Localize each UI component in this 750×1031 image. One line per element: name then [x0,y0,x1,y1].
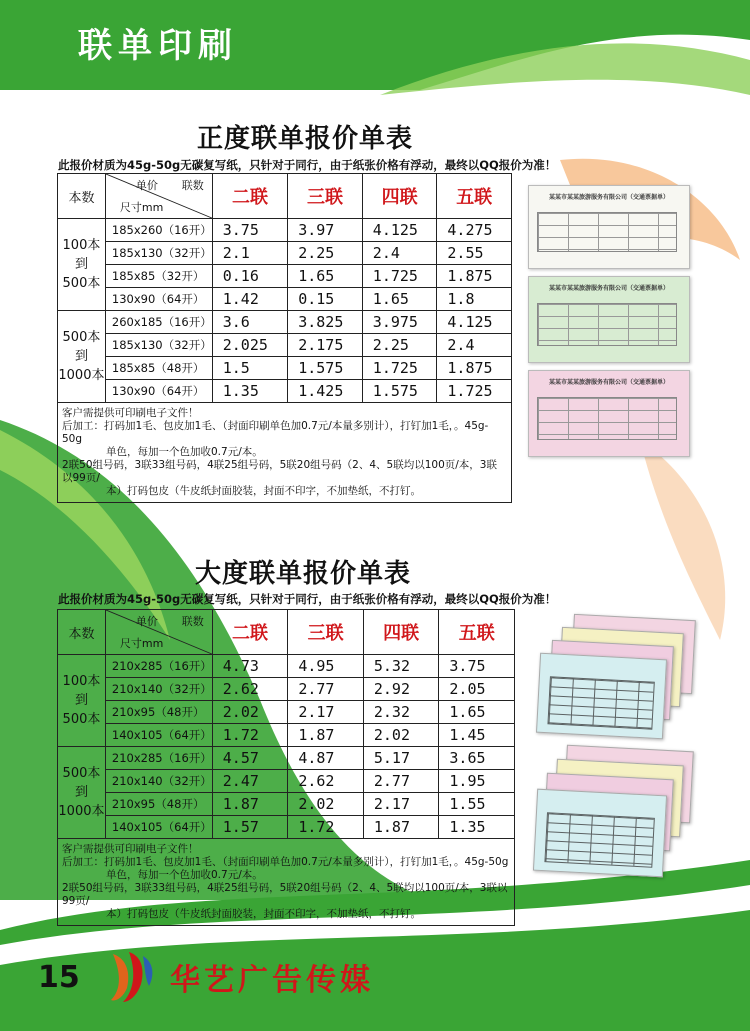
sample-pad-cyan [536,653,667,740]
size-cell: 130x90（64开） [105,380,212,403]
price-cell: 1.575 [288,357,363,380]
table1-note: 此报价材质为45g-50g无碳复写纸，只针对于同行，由于纸张价格有浮动，最终以QQ报价为准！ [58,158,557,172]
table-row [58,724,515,747]
size-cell: 140x105（64开） [105,816,212,839]
price-table-large [57,609,515,926]
header-copies: 联数 [181,615,204,628]
size-cell: 210x140（32开） [105,770,212,793]
page-number: 15 [38,960,80,995]
size-cell: 185x130（32开） [105,242,212,265]
price-cell: 2.17 [288,701,364,724]
price-cell: 4.73 [212,655,288,678]
table-row [58,678,515,701]
price-cell: 1.725 [362,357,437,380]
table-footer-notes: 客户需提供可印刷电子文件！ 后加工：打码加1毛、包皮加1毛、（封面印刷单色加0.7元/本量多别计），打钉加1毛，。45g-50g 单色，每加一个色加收0.7元/本。 2联50组号码，3联33组号码，4联25组号码，5联20组号码（2、4、5联均以100页/本，3联以99页/ 本）打码包皮（牛皮纸封面胶装，封面不印字，不加垫纸，不打钉。 [58,839,515,926]
header-unit-price: 单价 [135,615,158,628]
header-qty: 本数 [58,174,106,219]
sample-pad-cyan [533,789,667,878]
price-cell: 2.02 [363,724,439,747]
price-table-standard [57,173,512,503]
price-cell: 2.175 [288,334,363,357]
price-cell: 1.45 [439,724,515,747]
price-cell: 2.62 [288,770,364,793]
size-cell: 210x285（16开） [105,655,212,678]
price-cell: 2.25 [288,242,363,265]
price-cell: 1.725 [362,265,437,288]
table-row [58,288,512,311]
price-cell: 1.65 [362,288,437,311]
price-cell: 3.825 [288,311,363,334]
sample-form-green: 某某市某某旅游服务有限公司（交通票据单） [528,276,690,363]
header-unit-price: 单价 [135,179,158,192]
price-cell: 2.02 [288,793,364,816]
price-cell: 2.62 [212,678,288,701]
price-cell: 2.17 [363,793,439,816]
price-cell: 1.425 [288,380,363,403]
price-cell: 2.77 [288,678,364,701]
price-cell: 1.725 [437,380,512,403]
qty-range: 100本 到 500本 [58,219,106,311]
price-cell: 2.47 [212,770,288,793]
table-row [58,793,515,816]
price-cell: 2.4 [362,242,437,265]
header-size: 尺寸mm [119,201,164,214]
price-cell: 4.125 [437,311,512,334]
price-cell: 1.65 [439,701,515,724]
table-row [58,242,512,265]
price-cell: 1.65 [288,265,363,288]
price-cell: 5.32 [363,655,439,678]
price-cell: 3.75 [212,219,287,242]
header-diagonal [105,174,212,219]
price-cell: 1.95 [439,770,515,793]
price-cell: 1.42 [212,288,287,311]
price-cell: 2.02 [212,701,288,724]
price-cell: 1.575 [362,380,437,403]
header-size: 尺寸mm [119,637,164,650]
table1-title: 正度联单报价单表 [197,124,414,154]
size-cell: 210x95（48开） [105,701,212,724]
price-cell: 1.87 [288,724,364,747]
size-cell: 130x90（64开） [105,288,212,311]
price-cell: 0.16 [212,265,287,288]
price-cell: 2.05 [439,678,515,701]
price-cell: 2.4 [437,334,512,357]
brand-name: 华艺广告传媒 [170,963,374,998]
price-cell: 1.8 [437,288,512,311]
table2-note: 此报价材质为45g-50g无碳复写纸，只针对于同行，由于纸张价格有浮动，最终以QQ报价为准！ [58,592,557,606]
size-cell: 210x285（16开） [105,747,212,770]
qty-range: 500本 到 1000本 [58,747,106,839]
price-cell: 2.1 [212,242,287,265]
table-row [58,747,515,770]
price-cell: 1.5 [212,357,287,380]
header-col: 二联 [212,174,287,219]
table-row [58,380,512,403]
price-cell: 2.25 [362,334,437,357]
price-cell: 1.87 [363,816,439,839]
qty-range: 500本 到 1000本 [58,311,106,403]
qty-range: 100本 到 500本 [58,655,106,747]
table-row [58,311,512,334]
header-col: 二联 [212,610,288,655]
header-col: 五联 [437,174,512,219]
size-cell: 210x95（48开） [105,793,212,816]
price-cell: 5.17 [363,747,439,770]
table-row [58,219,512,242]
price-cell: 2.92 [363,678,439,701]
price-cell: 2.55 [437,242,512,265]
table-row [58,701,515,724]
header-col: 三联 [288,610,364,655]
price-cell: 2.025 [212,334,287,357]
size-cell: 185x85（32开） [105,265,212,288]
price-cell: 1.72 [212,724,288,747]
sample-form-pink: 某某市某某旅游服务有限公司（交通票据单） [528,370,690,457]
table-row [58,655,515,678]
brand-logo-icon [105,948,159,1004]
price-cell: 2.77 [363,770,439,793]
table2-title: 大度联单报价单表 [195,559,412,589]
size-cell: 185x85（48开） [105,357,212,380]
size-cell: 210x140（32开） [105,678,212,701]
size-cell: 260x185（16开） [105,311,212,334]
header-col: 四联 [363,610,439,655]
price-cell: 1.57 [212,816,288,839]
price-cell: 2.32 [363,701,439,724]
price-cell: 1.875 [437,265,512,288]
price-cell: 3.6 [212,311,287,334]
price-cell: 4.125 [362,219,437,242]
price-cell: 1.35 [439,816,515,839]
size-cell: 140x105（64开） [105,724,212,747]
header-col: 三联 [288,174,363,219]
sample-form-white: 某某市某某旅游服务有限公司（交通票据单） [528,185,690,269]
price-cell: 3.975 [362,311,437,334]
price-cell: 4.275 [437,219,512,242]
price-cell: 0.15 [288,288,363,311]
price-cell: 1.55 [439,793,515,816]
header-col: 四联 [362,174,437,219]
header-qty: 本数 [58,610,106,655]
table-row [58,265,512,288]
header-diagonal [105,610,212,655]
size-cell: 185x130（32开） [105,334,212,357]
table-footer-notes: 客户需提供可印刷电子文件！ 后加工：打码加1毛、包皮加1毛、（封面印刷单色加0.7元/本量多别计），打钉加1毛，。45g-50g 单色，每加一个色加收0.7元/本。 2联50组号码，3联33组号码，4联25组号码，5联20组号码（2、4、5联均以100页/本，3联以99页/ 本）打码包皮（牛皮纸封面胶装，封面不印字，不加垫纸，不打钉。 [58,403,512,503]
price-cell: 3.97 [288,219,363,242]
price-cell: 1.875 [437,357,512,380]
price-cell: 3.65 [439,747,515,770]
price-cell: 1.72 [288,816,364,839]
table-row [58,816,515,839]
price-cell: 1.87 [212,793,288,816]
price-cell: 3.75 [439,655,515,678]
price-cell: 4.87 [288,747,364,770]
page-title: 联单印刷 [78,26,238,66]
header-col: 五联 [439,610,515,655]
table-row [58,334,512,357]
price-cell: 4.95 [288,655,364,678]
price-cell: 4.57 [212,747,288,770]
size-cell: 185x260（16开） [105,219,212,242]
price-cell: 1.35 [212,380,287,403]
table-row [58,357,512,380]
header-copies: 联数 [181,179,204,192]
table-row [58,770,515,793]
